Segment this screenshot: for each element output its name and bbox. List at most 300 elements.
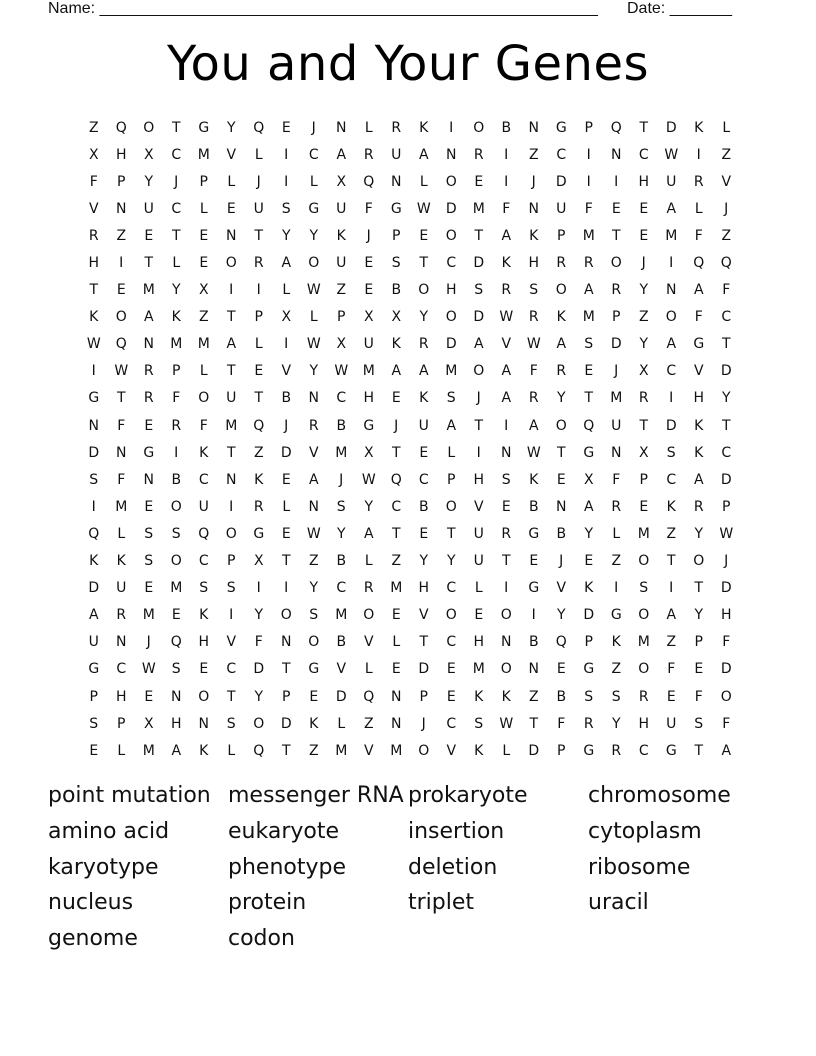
grid-letter: O xyxy=(500,661,512,678)
grid-letter: U xyxy=(336,255,347,272)
grid-letter: E xyxy=(529,553,539,570)
grid-letter: A xyxy=(418,363,429,380)
grid-row xyxy=(80,168,740,195)
grid-letter: A xyxy=(446,417,457,434)
grid-letter: F xyxy=(694,688,703,705)
grid-letter: R xyxy=(116,607,127,624)
word-list-item: triplet xyxy=(408,890,475,916)
grid-letter: N xyxy=(391,173,402,190)
grid-row xyxy=(80,683,740,710)
grid-letter: W xyxy=(499,309,514,326)
grid-row xyxy=(80,656,740,683)
grid-letter: B xyxy=(556,688,567,705)
grid-letter: V xyxy=(473,498,484,515)
grid-letter: J xyxy=(256,173,261,190)
grid-letter: J xyxy=(614,363,619,380)
grid-letter: E xyxy=(144,498,154,515)
grid-letter: D xyxy=(720,363,732,380)
grid-letter: Z xyxy=(721,227,732,244)
grid-letter: M xyxy=(197,336,210,353)
grid-letter: Q xyxy=(88,525,100,542)
grid-letter: P xyxy=(447,471,456,488)
grid-letter: R xyxy=(363,146,374,163)
grid-letter: A xyxy=(308,471,319,488)
word-list-item: point mutation xyxy=(48,783,211,808)
grid-letter: E xyxy=(391,607,401,624)
grid-letter: N xyxy=(198,715,209,732)
grid-letter: L xyxy=(364,661,373,678)
grid-letter: A xyxy=(281,255,292,272)
grid-letter: N xyxy=(556,498,567,515)
grid-letter: B xyxy=(528,634,539,651)
grid-letter: B xyxy=(336,634,347,651)
grid-letter: D xyxy=(473,255,485,272)
grid-row xyxy=(80,385,740,412)
grid-letter: L xyxy=(282,282,291,299)
grid-letter: P xyxy=(557,742,566,759)
grid-letter: T xyxy=(144,255,154,272)
grid-letter: Y xyxy=(171,282,181,299)
grid-letter: S xyxy=(474,715,484,732)
grid-letter: Z xyxy=(116,227,127,244)
grid-letter: Q xyxy=(390,471,402,488)
word-list-item: nucleus xyxy=(48,890,134,916)
grid-letter: C xyxy=(171,200,182,217)
grid-letter: B xyxy=(556,525,567,542)
grid-letter: H xyxy=(115,146,127,163)
grid-letter: I xyxy=(284,173,289,190)
grid-letter: M xyxy=(390,742,403,759)
grid-letter: M xyxy=(582,309,595,326)
grid-letter: R xyxy=(638,390,649,407)
grid-letter: R xyxy=(308,417,319,434)
grid-letter: R xyxy=(143,363,154,380)
grid-letter: E xyxy=(144,417,154,434)
grid-letter: M xyxy=(170,336,183,353)
grid-letter: J xyxy=(476,390,481,407)
grid-letter: E xyxy=(556,471,566,488)
grid-letter: K xyxy=(199,742,209,759)
grid-letter: M xyxy=(170,580,183,597)
grid-letter: Z xyxy=(363,715,374,732)
grid-letter: B xyxy=(336,417,347,434)
grid-letter: G xyxy=(198,119,210,136)
grid-letter: F xyxy=(694,309,703,326)
grid-letter: F xyxy=(584,200,593,217)
grid-letter: J xyxy=(559,553,564,570)
grid-letter: T xyxy=(639,119,649,136)
grid-letter: E xyxy=(666,688,676,705)
grid-letter: I xyxy=(586,173,591,190)
word-list-item: deletion xyxy=(408,854,498,880)
grid-letter: R xyxy=(143,390,154,407)
grid-letter: I xyxy=(91,498,96,515)
grid-letter: G xyxy=(390,200,402,217)
grid-letter: X xyxy=(583,471,594,488)
grid-letter: H xyxy=(473,471,485,488)
grid-letter: S xyxy=(144,553,154,570)
grid-letter: W xyxy=(306,282,321,299)
grid-letter: Y xyxy=(254,607,264,624)
grid-letter: M xyxy=(472,200,485,217)
grid-letter: I xyxy=(284,146,289,163)
grid-letter: I xyxy=(504,580,509,597)
grid-letter: O xyxy=(638,607,650,624)
grid-letter: P xyxy=(117,173,126,190)
grid-letter: E xyxy=(144,227,154,244)
grid-letter: W xyxy=(526,336,541,353)
grid-letter: A xyxy=(363,525,374,542)
grid-letter: O xyxy=(473,363,485,380)
grid-letter: E xyxy=(419,525,429,542)
grid-letter: C xyxy=(666,363,677,380)
grid-letter: O xyxy=(308,634,320,651)
grid-row xyxy=(80,629,740,656)
grid-letter: E xyxy=(419,227,429,244)
grid-letter: R xyxy=(391,119,402,136)
grid-letter: S xyxy=(199,580,209,597)
grid-letter: I xyxy=(449,119,454,136)
grid-letter: B xyxy=(501,119,512,136)
grid-letter: O xyxy=(500,607,512,624)
grid-letter: J xyxy=(724,553,729,570)
grid-letter: Y xyxy=(639,336,649,353)
grid-row xyxy=(80,439,740,466)
grid-letter: F xyxy=(117,471,126,488)
grid-letter: S xyxy=(639,580,649,597)
grid-letter: R xyxy=(693,498,704,515)
grid-row xyxy=(80,575,740,602)
grid-letter: D xyxy=(473,309,485,326)
grid-letter: T xyxy=(254,390,264,407)
grid-letter: V xyxy=(336,661,347,678)
grid-letter: F xyxy=(199,417,208,434)
grid-letter: I xyxy=(119,255,124,272)
grid-letter: T xyxy=(171,227,181,244)
grid-letter: E xyxy=(364,255,374,272)
grid-letter: N xyxy=(446,146,457,163)
grid-letter: T xyxy=(721,417,731,434)
grid-letter: S xyxy=(694,715,704,732)
grid-letter: U xyxy=(253,200,264,217)
grid-letter: O xyxy=(693,553,705,570)
grid-letter: E xyxy=(309,688,319,705)
grid-letter: R xyxy=(501,525,512,542)
grid-letter: E xyxy=(639,200,649,217)
grid-letter: O xyxy=(225,525,237,542)
grid-letter: N xyxy=(116,444,127,461)
grid-letter: K xyxy=(171,309,181,326)
grid-letter: C xyxy=(446,580,457,597)
grid-row xyxy=(80,304,740,331)
grid-letter: Y xyxy=(309,227,319,244)
grid-letter: G xyxy=(583,661,595,678)
grid-letter: C xyxy=(721,309,732,326)
grid-letter: I xyxy=(504,417,509,434)
grid-letter: A xyxy=(583,282,594,299)
grid-letter: R xyxy=(638,688,649,705)
grid-letter: A xyxy=(501,390,512,407)
grid-letter: S xyxy=(529,282,539,299)
grid-letter: H xyxy=(88,255,100,272)
grid-letter: S xyxy=(89,715,99,732)
grid-letter: G xyxy=(528,525,540,542)
grid-letter: O xyxy=(143,119,155,136)
grid-letter: X xyxy=(143,715,154,732)
grid-letter: E xyxy=(199,661,209,678)
grid-letter: C xyxy=(418,471,429,488)
grid-letter: J xyxy=(339,471,344,488)
grid-letter: O xyxy=(115,309,127,326)
grid-letter: N xyxy=(528,661,539,678)
grid-letter: N xyxy=(391,688,402,705)
grid-letter: M xyxy=(142,742,155,759)
grid-row xyxy=(80,737,740,764)
grid-letter: N xyxy=(501,444,512,461)
grid-letter: Q xyxy=(170,634,182,651)
grid-letter: N xyxy=(116,634,127,651)
grid-letter: U xyxy=(666,173,677,190)
grid-letter: V xyxy=(308,444,319,461)
grid-letter: G xyxy=(308,200,320,217)
grid-letter: P xyxy=(172,363,181,380)
grid-letter: W xyxy=(361,471,376,488)
grid-letter: T xyxy=(639,417,649,434)
grid-letter: G xyxy=(308,661,320,678)
grid-letter: L xyxy=(612,525,621,542)
grid-letter: K xyxy=(694,119,704,136)
grid-letter: W xyxy=(306,525,321,542)
grid-letter: L xyxy=(337,715,346,732)
grid-letter: A xyxy=(501,227,512,244)
grid-letter: I xyxy=(504,146,509,163)
grid-letter: K xyxy=(584,580,594,597)
grid-letter: E xyxy=(446,661,456,678)
grid-letter: V xyxy=(281,363,292,380)
word-list-item: eukaryote xyxy=(228,818,339,844)
grid-letter: Y xyxy=(419,553,429,570)
grid-letter: F xyxy=(557,715,566,732)
grid-letter: H xyxy=(720,607,732,624)
grid-letter: Q xyxy=(693,255,705,272)
grid-letter: W xyxy=(114,363,129,380)
grid-letter: C xyxy=(198,553,209,570)
grid-letter: R xyxy=(528,390,539,407)
grid-letter: O xyxy=(363,607,375,624)
grid-letter: Y xyxy=(364,498,374,515)
grid-letter: N xyxy=(308,390,319,407)
date-field-label: Date: _______ xyxy=(627,0,732,17)
grid-letter: A xyxy=(473,336,484,353)
grid-letter: W xyxy=(306,336,321,353)
grid-letter: D xyxy=(665,417,677,434)
grid-letter: P xyxy=(639,471,648,488)
grid-letter: P xyxy=(584,119,593,136)
grid-letter: T xyxy=(254,227,264,244)
grid-letter: C xyxy=(721,444,732,461)
grid-letter: Q xyxy=(363,173,375,190)
grid-letter: E xyxy=(199,227,209,244)
grid-letter: L xyxy=(419,173,428,190)
grid-letter: L xyxy=(364,553,373,570)
grid-letter: A xyxy=(501,363,512,380)
grid-letter: M xyxy=(335,742,348,759)
grid-letter: M xyxy=(335,607,348,624)
grid-letter: T xyxy=(171,119,181,136)
word-list-item: cytoplasm xyxy=(588,818,702,844)
grid-letter: E xyxy=(391,661,401,678)
grid-letter: F xyxy=(502,200,511,217)
grid-letter: I xyxy=(669,390,674,407)
grid-letter: M xyxy=(335,444,348,461)
grid-letter: O xyxy=(170,498,182,515)
word-list-item: codon xyxy=(228,926,295,952)
grid-row xyxy=(80,222,740,249)
grid-letter: Y xyxy=(254,688,264,705)
grid-letter: G xyxy=(253,525,265,542)
grid-letter: X xyxy=(336,173,347,190)
grid-letter: S xyxy=(474,282,484,299)
grid-letter: P xyxy=(557,227,566,244)
grid-letter: K xyxy=(419,390,429,407)
word-list-item: prokaryote xyxy=(408,783,528,808)
grid-letter: A xyxy=(391,363,402,380)
word-list xyxy=(48,778,768,957)
grid-letter: J xyxy=(394,417,399,434)
grid-letter: A xyxy=(693,471,704,488)
grid-letter: U xyxy=(116,580,127,597)
grid-letter: F xyxy=(172,390,181,407)
grid-letter: G xyxy=(88,661,100,678)
grid-letter: K xyxy=(556,309,566,326)
grid-letter: V xyxy=(363,634,374,651)
grid-letter: V xyxy=(446,742,457,759)
grid-letter: K xyxy=(309,715,319,732)
grid-letter: K xyxy=(89,553,99,570)
word-list-item: messenger RNA xyxy=(228,783,404,808)
grid-letter: A xyxy=(88,607,99,624)
grid-letter: B xyxy=(418,498,429,515)
grid-row xyxy=(80,493,740,520)
grid-letter: U xyxy=(363,336,374,353)
grid-letter: E xyxy=(391,390,401,407)
grid-letter: J xyxy=(421,715,426,732)
grid-letter: S xyxy=(584,688,594,705)
grid-letter: V xyxy=(501,336,512,353)
grid-letter: G xyxy=(583,742,595,759)
grid-letter: E xyxy=(116,282,126,299)
word-list-item: phenotype xyxy=(228,854,346,880)
grid-letter: Y xyxy=(419,309,429,326)
grid-letter: Y xyxy=(639,282,649,299)
grid-letter: U xyxy=(418,417,429,434)
grid-letter: L xyxy=(392,634,401,651)
grid-letter: I xyxy=(614,173,619,190)
grid-letter: S xyxy=(144,525,154,542)
grid-letter: E xyxy=(474,173,484,190)
grid-letter: D xyxy=(88,444,100,461)
grid-letter: E xyxy=(639,498,649,515)
grid-letter: M xyxy=(665,227,678,244)
grid-letter: O xyxy=(638,661,650,678)
grid-letter: X xyxy=(281,309,292,326)
grid-letter: D xyxy=(720,661,732,678)
grid-letter: W xyxy=(664,146,679,163)
grid-letter: S xyxy=(446,390,456,407)
grid-letter: T xyxy=(391,444,401,461)
grid-letter: Y xyxy=(446,553,456,570)
grid-letter: K xyxy=(666,498,676,515)
grid-letter: O xyxy=(665,309,677,326)
grid-letter: E xyxy=(281,471,291,488)
grid-letter: O xyxy=(720,688,732,705)
grid-letter: C xyxy=(116,661,127,678)
grid-letter: C xyxy=(666,471,677,488)
grid-letter: T xyxy=(226,309,236,326)
grid-letter: G xyxy=(583,444,595,461)
grid-letter: R xyxy=(253,498,264,515)
grid-letter: H xyxy=(693,390,705,407)
grid-letter: T xyxy=(281,742,291,759)
grid-letter: G xyxy=(555,119,567,136)
grid-letter: R xyxy=(583,255,594,272)
grid-letter: A xyxy=(418,146,429,163)
grid-letter: O xyxy=(198,390,210,407)
grid-letter: Z xyxy=(88,119,99,136)
grid-letter: I xyxy=(284,336,289,353)
grid-letter: Y xyxy=(556,390,566,407)
grid-letter: K xyxy=(611,634,621,651)
grid-letter: E xyxy=(281,119,291,136)
grid-letter: L xyxy=(282,498,291,515)
grid-letter: I xyxy=(256,580,261,597)
grid-letter: A xyxy=(528,417,539,434)
grid-letter: W xyxy=(141,661,156,678)
grid-letter: O xyxy=(170,553,182,570)
grid-letter: V xyxy=(88,200,99,217)
grid-letter: Q xyxy=(555,634,567,651)
grid-letter: Q xyxy=(253,742,265,759)
grid-letter: J xyxy=(174,173,179,190)
grid-letter: L xyxy=(199,200,208,217)
grid-letter: V xyxy=(721,173,732,190)
grid-letter: Z xyxy=(611,553,622,570)
grid-letter: H xyxy=(528,255,540,272)
grid-letter: B xyxy=(171,471,182,488)
grid-letter: D xyxy=(88,580,100,597)
grid-letter: Q xyxy=(253,417,265,434)
grid-letter: X xyxy=(253,553,264,570)
grid-letter: N xyxy=(666,282,677,299)
grid-letter: U xyxy=(226,390,237,407)
grid-letter: W xyxy=(526,444,541,461)
grid-letter: E xyxy=(694,661,704,678)
grid-letter: I xyxy=(256,282,261,299)
word-list-item: chromosome xyxy=(588,783,731,808)
grid-letter: R xyxy=(501,282,512,299)
grid-letter: P xyxy=(584,634,593,651)
grid-letter: L xyxy=(172,255,181,272)
grid-letter: S xyxy=(336,498,346,515)
grid-letter: S xyxy=(89,471,99,488)
name-field-label: Name: ________________________________________________________ xyxy=(48,0,598,17)
grid-letter: E xyxy=(611,200,621,217)
grid-letter: Q xyxy=(610,119,622,136)
grid-letter: E xyxy=(639,227,649,244)
grid-letter: F xyxy=(364,200,373,217)
grid-letter: A xyxy=(693,282,704,299)
grid-letter: X xyxy=(638,363,649,380)
